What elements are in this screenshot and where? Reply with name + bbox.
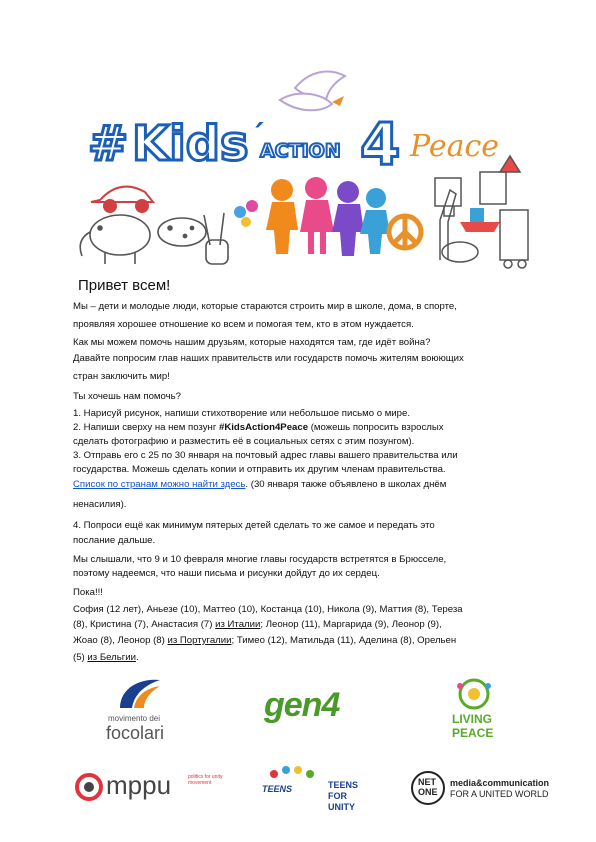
- intro-line-5: стран заключить мир!: [73, 371, 170, 382]
- help-question: Ты хочешь нам помочь?: [73, 391, 181, 402]
- step-1: 1. Нарисуй рисунок, напиши стихотворение или небольшое письмо о мире.: [73, 408, 411, 419]
- intro-line-2: проявляя хорошее отношение ко всем и помогая тем, кто в этом нуждается.: [73, 319, 414, 330]
- living-peace-mark-icon: [444, 676, 504, 712]
- mppu-subtitle: politics for unity movement: [188, 774, 223, 786]
- train-icon: [500, 210, 528, 268]
- teens-logo-text: TEENS: [262, 784, 293, 794]
- netone-tagline-2: FOR A UNITED WORLD: [450, 789, 549, 799]
- hashtag: #KidsAction4Peace: [218, 422, 309, 433]
- banner: [60, 60, 540, 270]
- portugal-link: из Португалии: [167, 635, 232, 646]
- elephant-icon: [80, 215, 150, 264]
- banner-apostrophe: ´: [250, 119, 265, 154]
- hippo-icon: [158, 218, 206, 246]
- intro-line-3: Как мы можем помочь нашим друзьям, которые находятся там, где идёт война?: [73, 337, 431, 348]
- step-3-line-4: ненасилия).: [73, 499, 127, 510]
- netone-logo: [410, 770, 560, 806]
- signatures-text: (8), Кристина (7), Анастасия (7): [73, 619, 216, 630]
- step-2-line-2: сделать фотографию и разместить её в социальных сетях с этим позунгом).: [73, 436, 415, 447]
- focolari-mark-icon: [100, 674, 190, 714]
- country-list-link[interactable]: Список по странам можно найти здесь: [73, 479, 246, 490]
- signatures-line-2: [73, 618, 442, 631]
- signatures-text-cont: .: [135, 652, 139, 663]
- italy-link: из Италии: [215, 619, 261, 630]
- signatures-line-3: [73, 634, 456, 647]
- living-peace-line-2: PEACE: [452, 726, 494, 740]
- signatures-text-cont: ; Леонор (11), Маргарида (9), Леонор (9),: [260, 619, 442, 630]
- signatures-line-4: [73, 651, 139, 664]
- step-3-line-3: [73, 478, 446, 491]
- netone-tagline-1: media&communication: [450, 778, 550, 788]
- step-3-line-2: государства. Можешь сделать копии и отправить их другим членам правительства.: [73, 464, 446, 475]
- peace-hand-icon: [204, 213, 228, 264]
- banner-action: ACTION: [260, 140, 341, 162]
- teens-for-unity-line-3: UNITY: [328, 802, 355, 812]
- signatures-text: (5): [73, 652, 88, 663]
- mppu-swirl-icon: [74, 772, 104, 802]
- gen4-logo: [264, 686, 364, 730]
- step-3-line-1: 3. Отправь его с 25 по 30 января на почтовый адрес главы вашего правительства или: [73, 450, 458, 461]
- banner-kids: Kids: [132, 116, 249, 172]
- signatures-line-1: София (12 лет), Аньезе (10), Маттео (10), Костанца (10), Никола (9), Маттия (8), Тереза: [73, 604, 463, 615]
- belgium-link: из Бельгии: [87, 652, 136, 663]
- mppu-logo: [74, 770, 234, 804]
- intro-line-4: Давайте попросим глав наших правительств или государств помочь жителям воюющих: [73, 353, 464, 364]
- focolari-line-1: movimento dei: [108, 714, 161, 723]
- netone-text-1: NET: [418, 777, 436, 787]
- banner-illustration: [60, 60, 540, 270]
- focolari-line-2: focolari: [106, 723, 165, 743]
- brussels-line-1: Мы слышали, что 9 и 10 февраля многие главы государств встретятся в Брюсселе,: [73, 554, 447, 565]
- intro-line-1: Мы – дети и молодые люди, которые стараются строить мир в школе, дома, в спорте,: [73, 301, 457, 312]
- brussels-line-2: поэтому надеемся, что наши письма и рисунки дойдут до их сердец.: [73, 568, 380, 579]
- goodbye: Пока!!!: [73, 587, 103, 598]
- ship-icon: [460, 208, 500, 232]
- step-4-line-1: 4. Попроси ещё как минимум пятерых детей сделать то же самое и передать это: [73, 520, 435, 531]
- peace-sign-icon: [389, 216, 421, 248]
- signatures-text-cont: ; Тимео (12), Матильда (11), Аделина (8), Орельен: [231, 635, 457, 646]
- teens-for-unity-line-2: FOR: [328, 791, 347, 801]
- living-peace-line-1: LIVING: [452, 712, 493, 726]
- step-2-text-cont: (можешь попросить взрослых: [308, 422, 444, 433]
- teens-for-unity-line-1: TEENS: [328, 780, 359, 790]
- netone-text-2: ONE: [418, 787, 438, 797]
- step-4-line-2: послание дальше.: [73, 535, 156, 546]
- signatures-text: Жоао (8), Леонор (8): [73, 635, 168, 646]
- gen4-text: gen4: [264, 686, 340, 724]
- step-2-line-1: [73, 421, 444, 434]
- greeting: Привет всем!: [78, 277, 171, 294]
- children-silhouettes-icon: [266, 177, 390, 256]
- teens-for-unity-logo: [262, 764, 362, 818]
- mppu-text: mppu: [106, 770, 172, 800]
- dove-icon: [280, 72, 345, 111]
- balloons-icon: [234, 200, 258, 227]
- car-icon: [91, 187, 153, 212]
- banner-hash: #: [88, 116, 129, 172]
- castle-icon: [435, 156, 520, 216]
- banner-four: 4: [360, 110, 401, 178]
- focolari-logo: [100, 674, 190, 746]
- banner-peace: Peace: [410, 129, 500, 164]
- step-2-text: 2. Напиши сверху на нем позунг: [73, 422, 219, 433]
- living-peace-logo: [444, 676, 504, 752]
- step-3-text-cont: . (30 января также объявлено в школах днём: [245, 479, 447, 490]
